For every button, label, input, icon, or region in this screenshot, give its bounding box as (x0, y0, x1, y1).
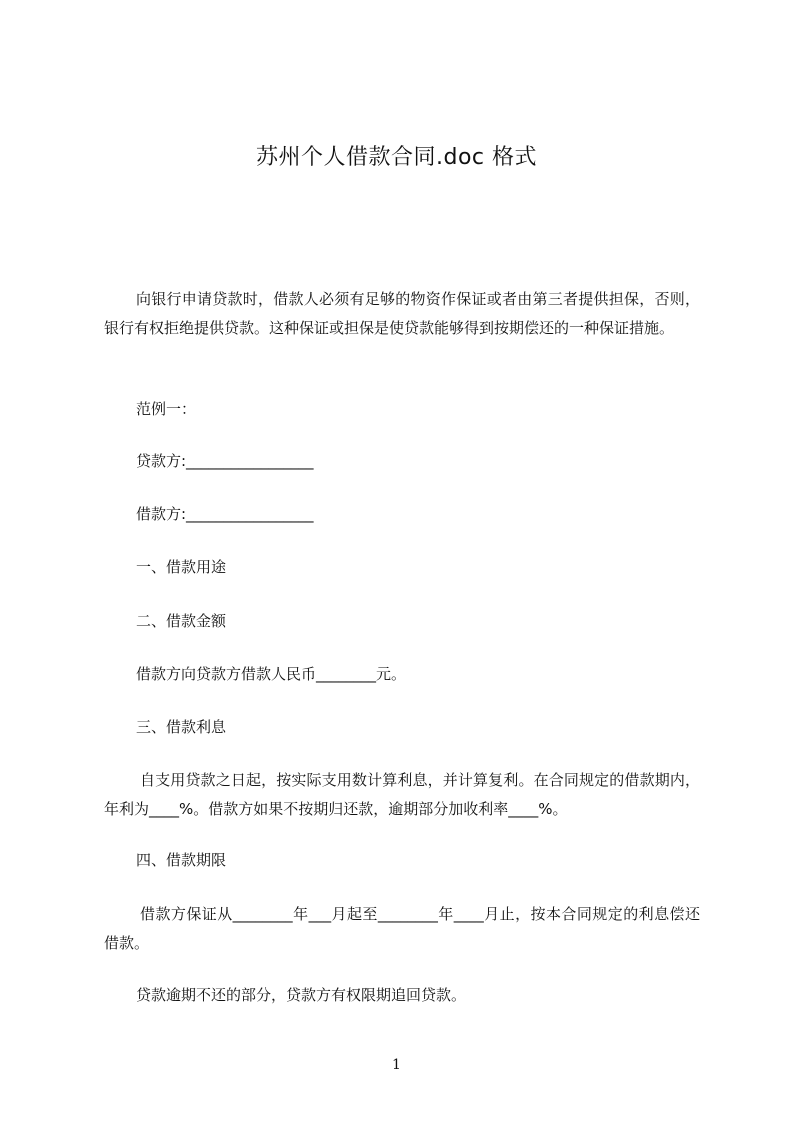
section-heading-purpose: 一、借款用途 (136, 558, 227, 576)
lender-line: 贷款方:_________________ (136, 452, 314, 470)
borrower-line: 借款方:_________________ (136, 505, 314, 523)
overdue-text: 贷款逾期不还的部分，贷款方有权限期追回贷款。 (136, 986, 467, 1004)
section-heading-interest: 三、借款利息 (136, 718, 227, 736)
section-heading-term: 四、借款期限 (136, 851, 227, 869)
document-title: 苏州个人借款合同.doc 格式 (255, 145, 537, 170)
interest-paragraph: 自支用贷款之日起，按实际支用数计算利息，并计算复利。在合同规定的借款期内，年利为____%。借款方如果不按期归还款，逾期部分加收利率____%。 (104, 771, 700, 818)
intro-paragraph: 向银行申请贷款时，借款人必须有足够的物资作保证或者由第三者提供担保，否则，银行有权拒绝提供贷款。这种保证或担保是使贷款能够得到按期偿还的一种保证措施。 (104, 290, 700, 337)
amount-text: 借款方向贷款方借款人民币________元。 (136, 665, 407, 683)
section-heading-amount: 二、借款金额 (136, 612, 227, 630)
term-paragraph: 借款方保证从________年___月起至________年____月止，按本合同规定的利息偿还借款。 (104, 905, 700, 952)
intro-block (104, 285, 700, 343)
example-label: 范例一： (136, 400, 197, 418)
page-number: 1 (392, 1057, 401, 1073)
